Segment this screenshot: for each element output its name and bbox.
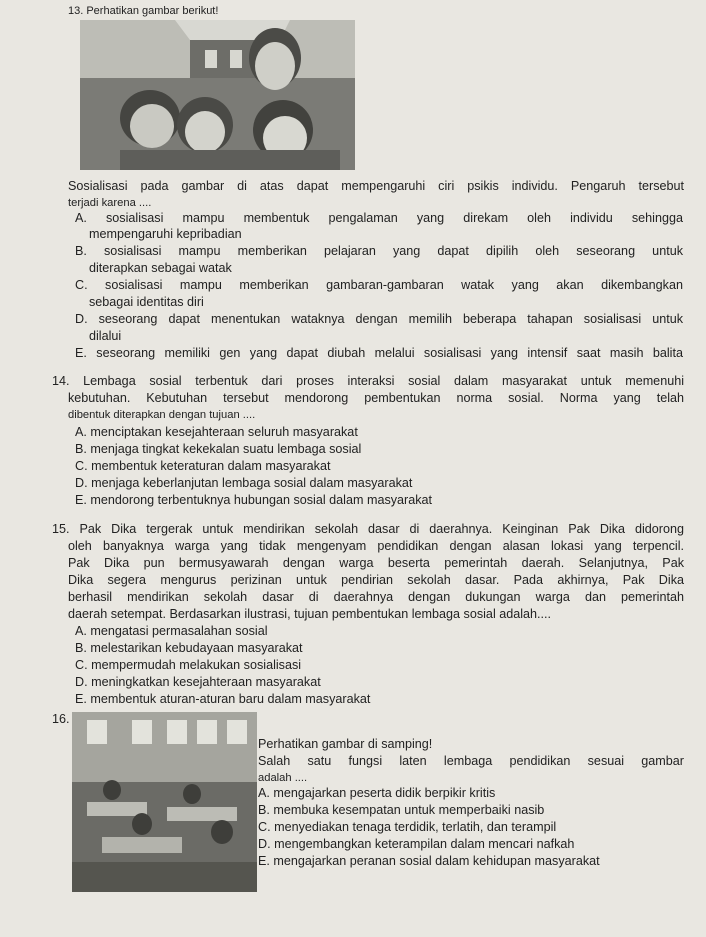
q16-option-d[interactable]: D. mengembangkan keterampilan dalam mencari nafkah xyxy=(258,837,575,851)
q13-option-e[interactable]: E. seseorang memiliki gen yang dapat diubah melalui sosialisasi yang intensif saat masih balita xyxy=(75,346,683,360)
q16-stem-line2: Salah satu fungsi laten lembaga pendidikan sesuai gambar xyxy=(258,754,684,768)
q16-option-b[interactable]: B. membuka kesempatan untuk memperbaiki nasib xyxy=(258,803,545,817)
q15-option-e[interactable]: E. membentuk aturan-aturan baru dalam masyarakat xyxy=(75,692,371,706)
q13-photo-group-of-people xyxy=(80,20,355,170)
q15-stem-line5: berhasil mendirikan sekolah dasar di daerahnya dengan dukungan warga dan pemerintah xyxy=(68,590,684,604)
q14-stem-line2: kebutuhan. Kebutuhan tersebut mendorong pembentukan norma sosial. Norma yang telah xyxy=(68,391,684,405)
q15-option-a[interactable]: A. mengatasi permasalahan sosial xyxy=(75,624,268,638)
q13-option-d[interactable]: D. seseorang dapat menentukan wataknya dengan memilih beberapa tahapan sosialisasi untuk xyxy=(75,312,683,326)
q16-stem-line3: adalah .... xyxy=(258,772,308,784)
q15-stem-line2: oleh banyaknya warga yang tidak mengenyam pendidikan dengan alasan lokasi yang terpencil. xyxy=(68,539,684,553)
q16-photo-classroom xyxy=(72,712,257,892)
q14-option-b[interactable]: B. menjaga tingkat kekekalan suatu lembaga sosial xyxy=(75,442,362,456)
q15-stem-line6: daerah setempat. Berdasarkan ilustrasi, tujuan pembentukan lembaga sosial adalah.... xyxy=(68,607,552,621)
q13-option-a[interactable]: A. sosialisasi mampu membentuk pengalaman yang direkam oleh individu sehingga xyxy=(75,211,683,225)
q13-option-d-cont: dilalui xyxy=(89,329,122,343)
q15-option-d[interactable]: D. meningkatkan kesejahteraan masyarakat xyxy=(75,675,321,689)
q15-option-c[interactable]: C. mempermudah melakukan sosialisasi xyxy=(75,658,302,672)
q16-option-c[interactable]: C. menyediakan tenaga terdidik, terlatih, dan terampil xyxy=(258,820,557,834)
q14-option-e[interactable]: E. mendorong terbentuknya hubungan sosial dalam masyarakat xyxy=(75,493,433,507)
q13-option-b[interactable]: B. sosialisasi mampu memberikan pelajaran yang dapat dipilih oleh seseorang untuk xyxy=(75,244,683,258)
q16-option-e[interactable]: E. mengajarkan peranan sosial dalam kehidupan masyarakat xyxy=(258,854,600,868)
q14-stem-line3: dibentuk diterapkan dengan tujuan .... xyxy=(68,409,256,421)
q14-option-c[interactable]: C. membentuk keteraturan dalam masyarakat xyxy=(75,459,331,473)
q15-stem-line1: 15. Pak Dika tergerak untuk mendirikan sekolah dasar di daerahnya. Keinginan Pak Dika didorong xyxy=(52,522,684,536)
q16-number: 16. xyxy=(52,712,70,726)
q13-option-a-cont: mempengaruhi kepribadian xyxy=(89,227,242,241)
q13-title: 13. Perhatikan gambar berikut! xyxy=(68,5,219,17)
q16-stem-line1: Perhatikan gambar di samping! xyxy=(258,737,433,751)
q13-stem-line2: terjadi karena .... xyxy=(68,197,152,209)
q13-option-b-cont: diterapkan sebagai watak xyxy=(89,261,232,275)
q15-stem-line4: Dika segera mengurus perizinan untuk pendirian sekolah dasar. Pada akhirnya, Pak Dika xyxy=(68,573,684,587)
q13-stem-line1: Sosialisasi pada gambar di atas dapat mempengaruhi ciri psikis individu. Pengaruh tersebut xyxy=(68,179,684,193)
q16-option-a[interactable]: A. mengajarkan peserta didik berpikir kritis xyxy=(258,786,496,800)
q13-photo-illustration xyxy=(80,20,355,170)
q14-stem-line1: 14. Lembaga sosial terbentuk dari proses interaksi sosial dalam masyarakat untuk memenuhi xyxy=(52,374,684,388)
q13-option-c[interactable]: C. sosialisasi mampu memberikan gambaran-gambaran watak yang akan dikembangkan xyxy=(75,278,683,292)
q15-option-b[interactable]: B. melestarikan kebudayaan masyarakat xyxy=(75,641,303,655)
q16-photo-illustration xyxy=(72,712,257,892)
q13-option-c-cont: sebagai identitas diri xyxy=(89,295,204,309)
q14-option-d[interactable]: D. menjaga keberlanjutan lembaga sosial dalam masyarakat xyxy=(75,476,413,490)
q15-stem-line3: Pak Dika pun bermusyawarah dengan warga beserta pemerintah daerah. Selanjutnya, Pak xyxy=(68,556,684,570)
q14-option-a[interactable]: A. menciptakan kesejahteraan seluruh masyarakat xyxy=(75,425,358,439)
